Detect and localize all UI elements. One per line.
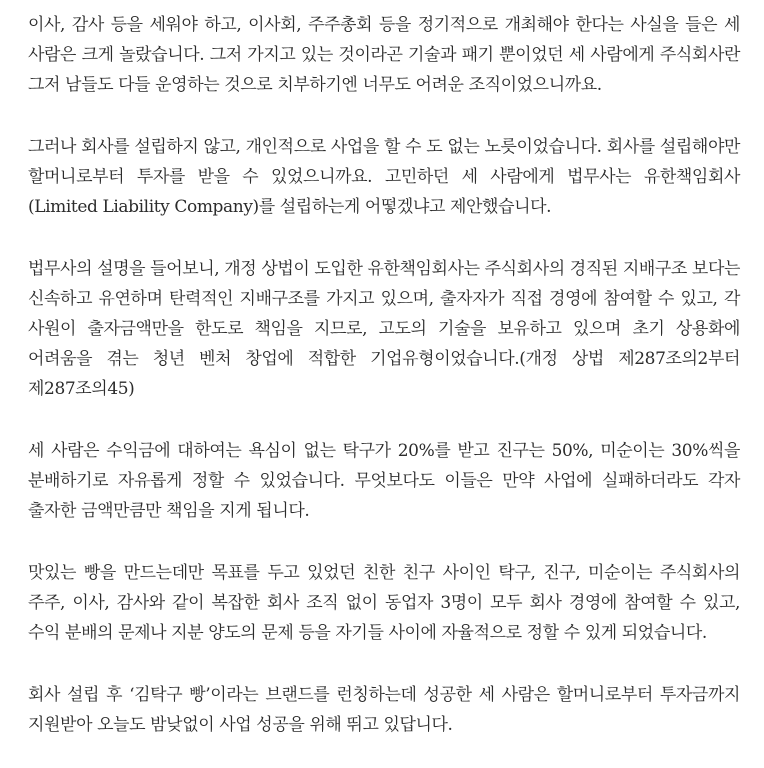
paragraph-simple-organization: 맛있는 빵을 만드는데만 목표를 두고 있었던 친한 친구 사이인 탁구, 진구, 미순이는 주식회사의 주주, 이사, 감사와 같이 복잡한 회사 조직 없이 동업자 3명이 모두 회사 경영에 참여할 수 있고, 수익 분배의 문제나 지분 양도의 문제 등을 자기들 사이에 자율적으로 정할 수 있게 되었습니다. — [28, 563, 740, 643]
paragraph-governance-burden: 이사, 감사 등을 세워야 하고, 이사회, 주주총회 등을 정기적으로 개최해야 한다는 사실을 들은 세 사람은 크게 놀랐습니다. 그저 가지고 있는 것이라곤 기술과 패기 뿐이었던 세 사람에게 주식회사란 그저 남들도 다들 운영하는 것으로 치부하기엔 너무도 어려운 조직이었으니까요. — [28, 15, 740, 95]
paragraph-llc-proposal: 그러나 회사를 설립하지 않고, 개인적으로 사업을 할 수 도 없는 노릇이었습니다. 회사를 설립해야만 할머니로부터 투자를 받을 수 있었으니까요. 고민하던 세 사람에게 법무사는 유한책임회사(Limited Liability Company)를 설립하는게 어떻겠냐고 제안했습니다. — [28, 137, 740, 217]
article-body — [28, 10, 740, 740]
paragraph-profit-distribution: 세 사람은 수익금에 대하여는 욕심이 없는 탁구가 20%를 받고 진구는 50%, 미순이는 30%씩을 분배하기로 자유롭게 정할 수 있었습니다. 무엇보다도 이들은 만약 사업에 실패하더라도 각자 출자한 금액만큼만 책임을 지게 됩니다. — [28, 441, 740, 521]
paragraph-llc-explanation: 법무사의 설명을 들어보니, 개정 상법이 도입한 유한책임회사는 주식회사의 경직된 지배구조 보다는 신속하고 유연하며 탄력적인 지배구조를 가지고 있으며, 출자자가 직접 경영에 참여할 수 있고, 각 사원이 출자금액만을 한도로 책임을 지므로, 고도의 기술을 보유하고 있으며 초기 상용화에 어려움을 겪는 청년 벤처 창업에 적합한 기업유형이었습니다.(개정 상법 제287조의2부터 제287조의45) — [28, 259, 740, 399]
paragraph-brand-launch: 회사 설립 후 ‘김탁구 빵’이라는 브랜드를 런칭하는데 성공한 세 사람은 할머니로부터 투자금까지 지원받아 오늘도 밤낮없이 사업 성공을 위해 뛰고 있답니다. — [28, 685, 740, 735]
